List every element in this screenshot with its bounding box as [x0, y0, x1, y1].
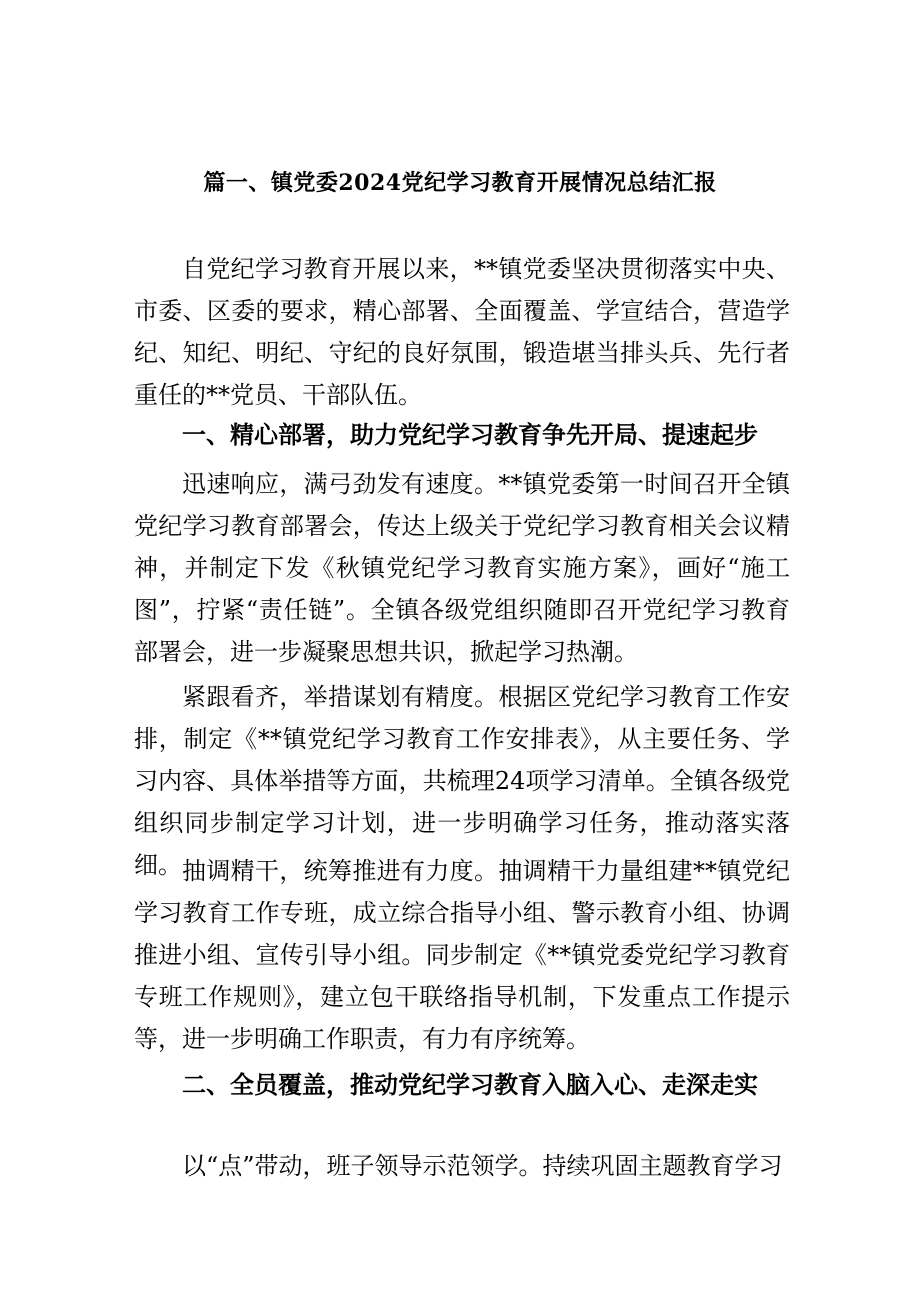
section-two-heading: 二、全员覆盖，推动党纪学习教育入脑入心、走深走实	[182, 1070, 758, 1099]
document-title: 篇一、镇党委2024党纪学习教育开展情况总结汇报	[203, 169, 717, 196]
intro-paragraph: 自党纪学习教育开展以来，**镇党委坚决贯彻落实中央、市委、区委的要求，精心部署、全面覆盖、学宣结合，营造学纪、知纪、明纪、守纪的良好氛围，锻造堪当排头兵、先行者重任的**党员、干部队伍。	[134, 255, 790, 409]
section-one-paragraph-2: 紧跟看齐，举措谋划有精度。根据区党纪学习教育工作安排，制定《**镇党纪学习教育工作安排表》，从主要任务、学习内容、具体举措等方面，共梳理24项学习清单。全镇各级党组织同步制定学习计划，进一步明确学习任务，推动落实落细。	[134, 683, 790, 879]
section-one-paragraph-3: 抽调精干，统筹推进有力度。抽调精干力量组建**镇党纪学习教育工作专班，成立综合指导小组、警示教育小组、协调推进小组、宣传引导小组。同步制定《**镇党委党纪学习教育专班工作规则》，建立包干联络指导机制，下发重点工作提示等，进一步明确工作职责，有力有序统筹。	[134, 857, 790, 1053]
section-one-paragraph-1: 迅速响应，满弓劲发有速度。**镇党委第一时间召开全镇党纪学习教育部署会，传达上级关于党纪学习教育相关会议精神，并制定下发《秋镇党纪学习教育实施方案》，画好“施工图”，拧紧“责任链”。全镇各级党组织随即召开党纪学习教育部署会，进一步凝聚思想共识，掀起学习热潮。	[134, 470, 790, 666]
section-one-heading: 一、精心部署，助力党纪学习教育争先开局、提速起步	[182, 420, 758, 449]
section-two-paragraph-1: 以“点”带动，班子领导示范领学。持续巩固主题教育学习	[182, 1152, 783, 1180]
